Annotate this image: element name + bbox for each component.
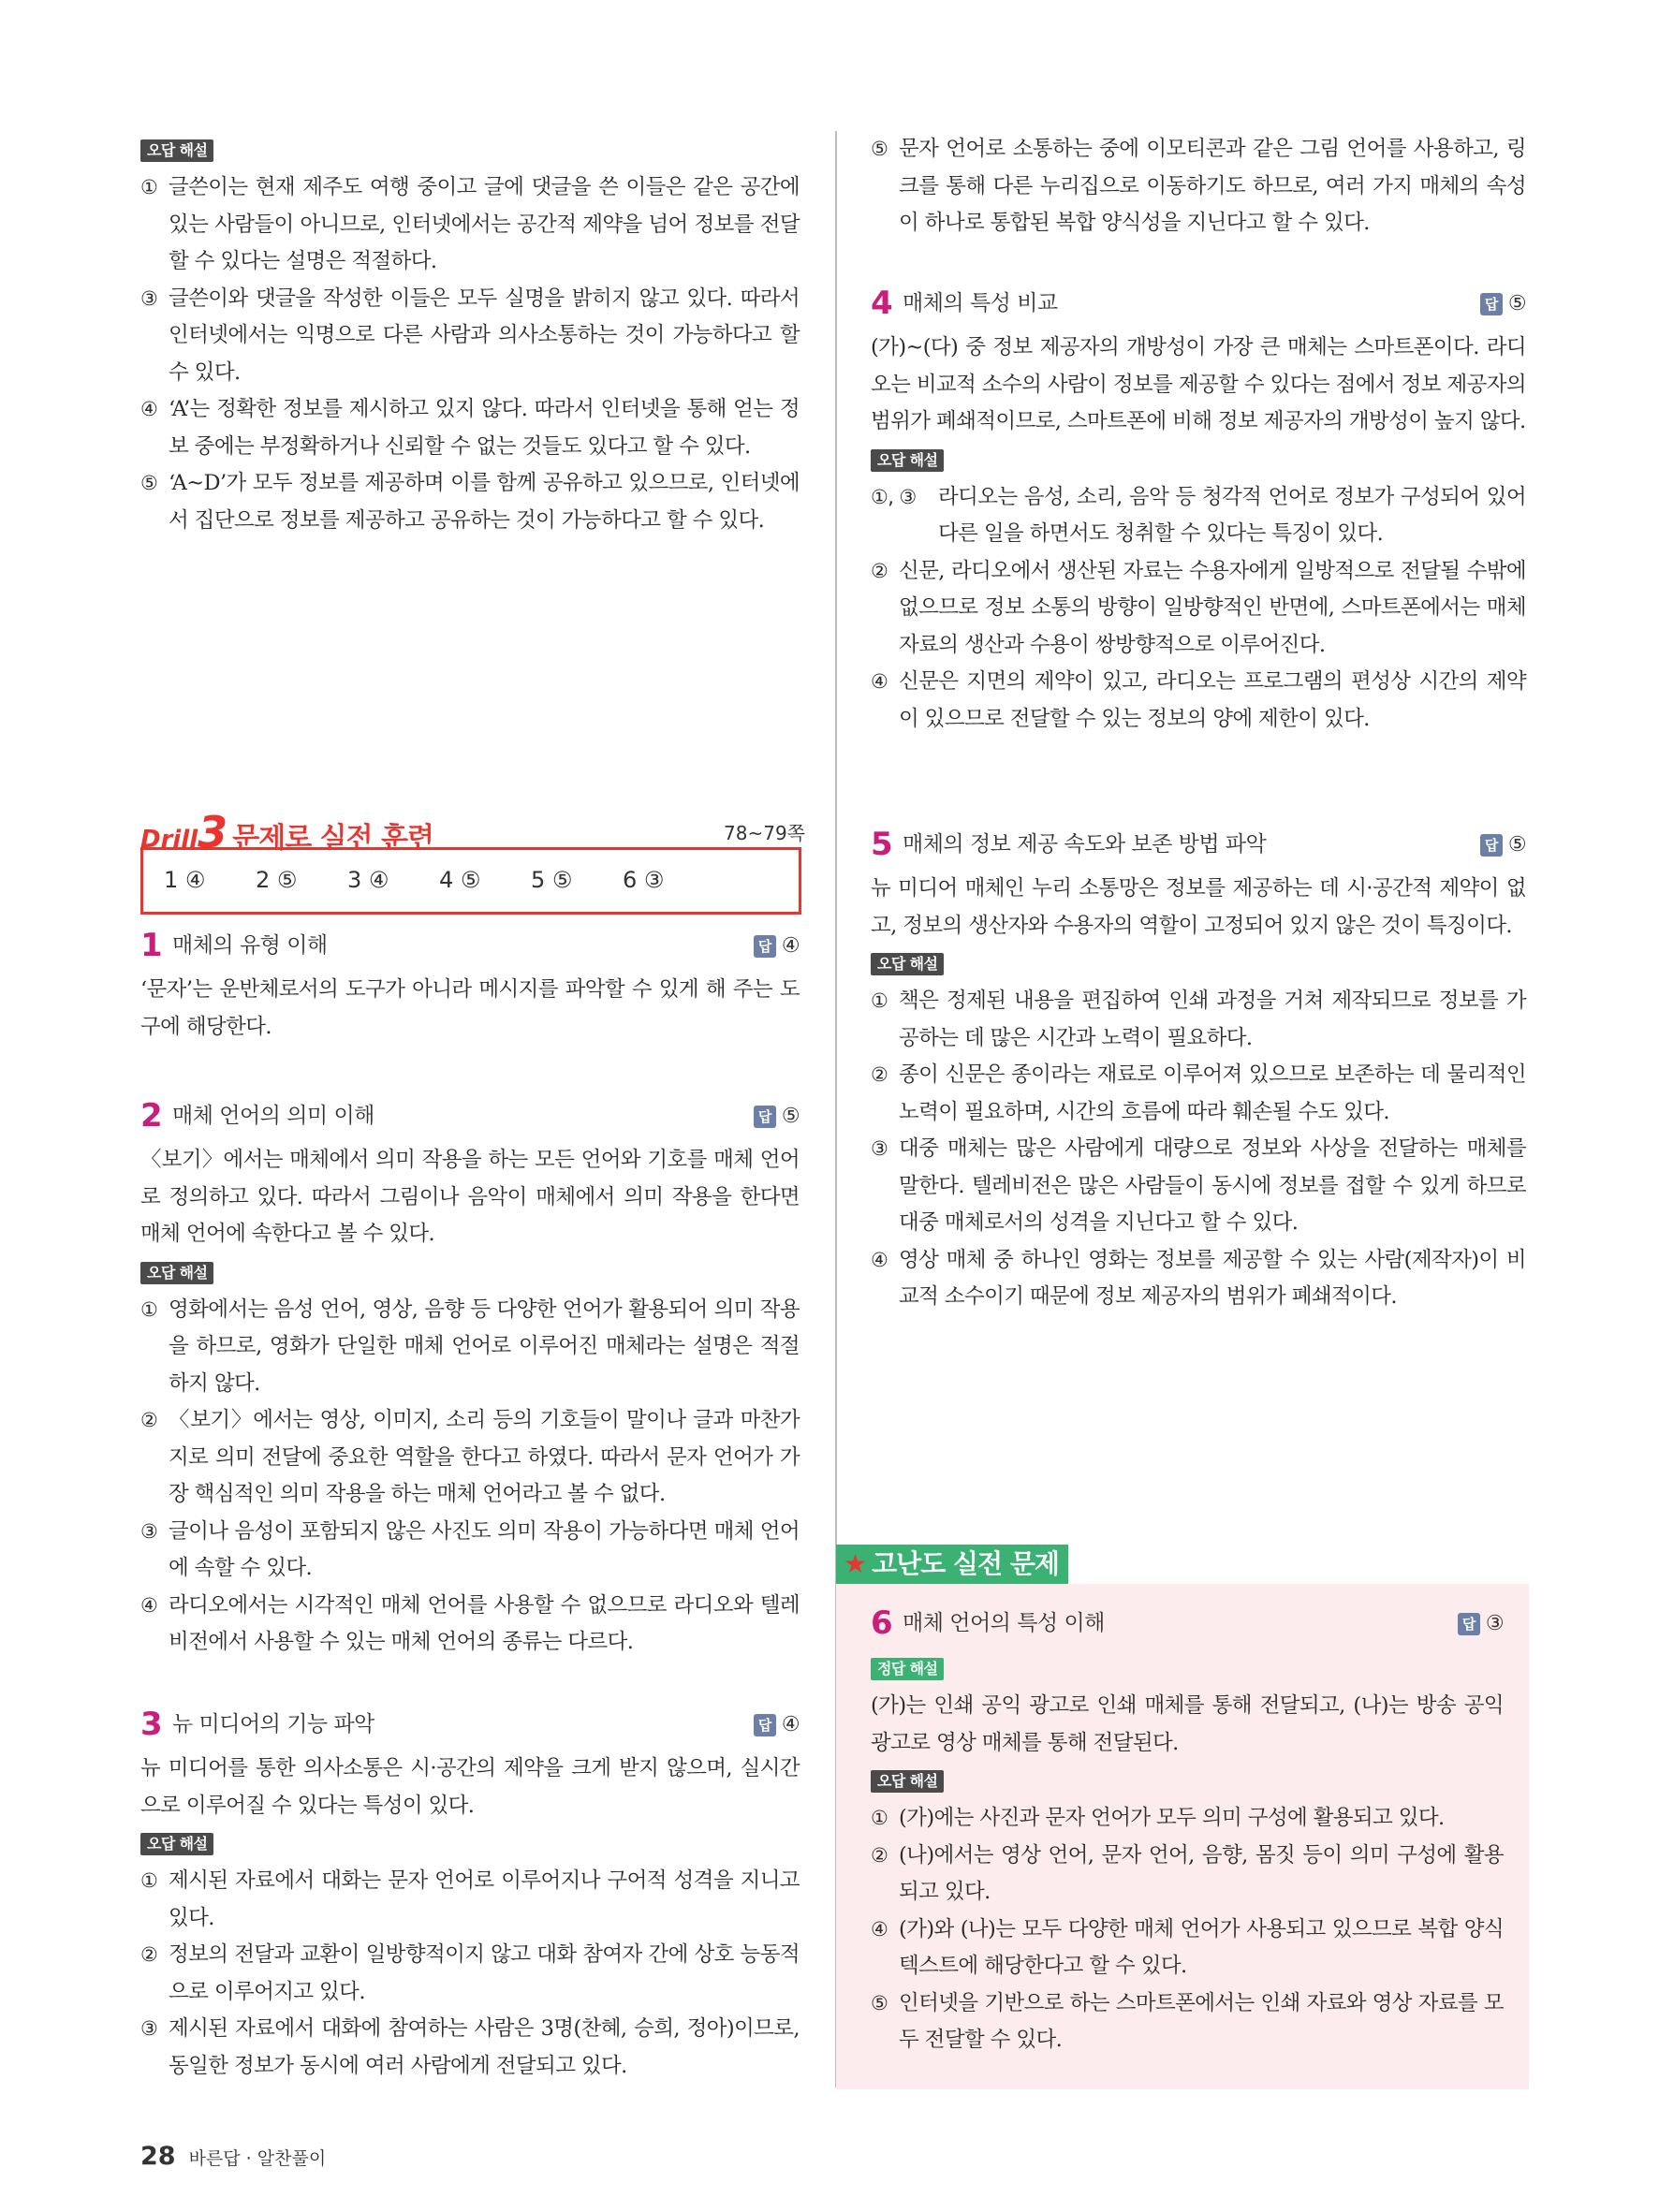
question-answer	[754, 1098, 800, 1135]
item-number: ⑤	[871, 1991, 888, 2014]
answer-value: ③	[1485, 1612, 1504, 1636]
list-item	[140, 1863, 800, 1937]
item-text: 글쓴이와 댓글을 작성한 이들은 모두 실명을 밝히지 않고 있다. 따라서 인터넷에서는 익명으로 다른 사람과 의사소통하는 것이 가능하다고 할 수 있다.	[169, 286, 800, 385]
answer-badge: 답	[1480, 293, 1503, 315]
list-item	[140, 1588, 800, 1662]
question-answer	[1458, 1605, 1504, 1643]
item-text: 책은 정제된 내용을 편집하여 인쇄 과정을 거쳐 제작되므로 정보를 가공하는 데 많은 시간과 노력이 필요하다.	[899, 989, 1526, 1050]
answer-value: ④	[781, 934, 800, 959]
item-number: ②	[871, 1063, 888, 1086]
item-text: 정보의 전달과 교환이 일방향적이지 않고 대화 참여자 간에 상호 능동적으로 이루어지고 있다.	[169, 1942, 800, 2004]
item-number: ③	[140, 286, 158, 310]
item-number: ④	[140, 1593, 158, 1617]
list-item	[140, 281, 800, 392]
item-number: ②	[871, 1843, 888, 1867]
item-text: 영화에서는 음성 언어, 영상, 음향 등 다양한 언어가 활용되어 의미 작용을 하므로, 영화가 단일한 매체 언어로 이루어진 매체라는 설명은 적절하지 않다.	[169, 1296, 800, 1396]
item-text: 문자 언어로 소통하는 중에 이모티콘과 같은 그림 언어를 사용하고, 링크를 통해 다른 누리집으로 이동하기도 하므로, 여러 가지 매체의 속성이 하나로 통합된 복합 양식성을 지닌다고 할 수 있다.	[899, 137, 1526, 235]
banner-text: 고난도 실전 문제	[872, 1548, 1059, 1579]
page-footer	[140, 2142, 326, 2171]
item-number: ①, ③	[871, 485, 917, 508]
list-item	[140, 2011, 800, 2085]
item-text: 글쓴이는 현재 제주도 여행 중이고 글에 댓글을 쓴 이들은 같은 공간에 있는 사람들이 아니므로, 인터넷에서는 공간적 제약을 넘어 정보를 전달할 수 있다는 설명은 적절하다.	[169, 175, 800, 273]
question-2	[140, 1095, 800, 1662]
wrong-explanation-label: 오답 해설	[140, 1262, 213, 1284]
question-header	[871, 283, 1526, 326]
answer-badge: 답	[754, 935, 776, 958]
question-header	[871, 1603, 1504, 1646]
question-answer	[1480, 286, 1526, 323]
list-item	[871, 1838, 1504, 1912]
question-header	[140, 1704, 800, 1747]
question-number: 1	[140, 927, 163, 965]
question-header	[871, 824, 1526, 867]
item-number: ④	[871, 1917, 888, 1941]
item-number: ②	[140, 1409, 158, 1431]
item-text: 신문, 라디오에서 생산된 자료는 수용자에게 일방적으로 전달될 수밖에 없으므로 정보 소통의 방향이 일방향적인 반면에, 스마트폰에서는 매체 자료의 생산과 수용이 쌍방향적으로 이루어진다.	[899, 558, 1526, 657]
question-5	[871, 824, 1526, 1316]
star-icon: ★	[844, 1548, 867, 1579]
drill-answer: 1 ④	[164, 867, 206, 893]
item-text: 종이 신문은 종이라는 재료로 이루어져 있으므로 보존하는 데 물리적인 노력이 필요하며, 시간의 흐름에 따라 훼손될 수도 있다.	[899, 1062, 1526, 1124]
question-3	[140, 1704, 800, 2085]
item-number: ③	[140, 1519, 158, 1543]
list-item	[140, 1937, 800, 2011]
list-item	[140, 1292, 800, 1403]
drill-answer: 6 ③	[623, 867, 665, 893]
answer-value: ⑤	[781, 1105, 800, 1129]
question-answer	[754, 1707, 800, 1744]
list-item	[871, 1057, 1526, 1131]
question-number: 2	[140, 1097, 163, 1135]
list-item	[871, 1912, 1504, 1985]
drill-answer-box	[140, 847, 801, 915]
question-answer	[754, 928, 800, 965]
wrong-explanation-label: 오답 해설	[140, 139, 213, 162]
item-text: 〈보기〉에서는 영상, 이미지, 소리 등의 기호들이 말이나 글과 마찬가지로 의미 전달에 중요한 역할을 한다고 하였다. 따라서 문자 언어가 가장 핵심적인 의미 작용을 하는 매체 언어라고 볼 수 없다.	[169, 1408, 800, 1506]
item-text: ‘A’는 정확한 정보를 제시하고 있지 않다. 따라서 인터넷을 통해 얻는 정보 중에는 부정확하거나 신뢰할 수 없는 것들도 있다고 할 수 있다.	[169, 397, 800, 459]
drill-pages: 78~79쪽	[724, 822, 805, 844]
item-text: (가)에는 사진과 문자 언어가 모두 의미 구성에 활용되고 있다.	[899, 1806, 1445, 1830]
question-header	[140, 1095, 800, 1138]
item-number: ④	[871, 670, 888, 693]
question-body: 〈보기〉에서는 매체에서 의미 작용을 하는 모든 언어와 기호를 매체 언어로 정의하고 있다. 따라서 그림이나 음악이 매체에서 의미 작용을 한다면 매체 언어에 속한다고 볼 수 있다.	[140, 1148, 800, 1246]
question-title: 매체 언어의 의미 이해	[172, 1104, 374, 1129]
question-title: 매체의 유형 이해	[172, 933, 328, 959]
answer-value: ⑤	[1507, 833, 1526, 857]
item-text: 인터넷을 기반으로 하는 스마트폰에서는 인쇄 자료와 영상 자료를 모두 전달할 수 있다.	[899, 1990, 1504, 2052]
list-item	[871, 1131, 1526, 1242]
answer-value: ④	[781, 1713, 800, 1737]
item-number: ④	[140, 398, 158, 420]
item-number: ①	[140, 1297, 158, 1321]
item-number: ⑤	[140, 472, 158, 494]
list-item	[871, 664, 1526, 738]
drill-logo-number: 3	[198, 807, 228, 857]
question-1	[140, 925, 800, 1046]
wrong-explanation-label: 오답 해설	[140, 1833, 213, 1855]
question-body: ‘문자’는 운반체로서의 도구가 아니라 메시지를 파악할 수 있게 해 주는 도구에 해당한다.	[140, 977, 800, 1039]
item-number: ⑤	[871, 138, 888, 160]
correct-explanation-label: 정답 해설	[871, 1658, 944, 1680]
item-text: 제시된 자료에서 대화는 문자 언어로 이루어지나 구어적 성격을 지니고 있다.	[169, 1868, 800, 1930]
item-number: ④	[871, 1248, 888, 1271]
list-item	[871, 983, 1526, 1057]
item-number: ②	[140, 1943, 158, 1966]
list-item	[140, 1514, 800, 1588]
item-text: 라디오에서는 시각적인 매체 언어를 사용할 수 없으므로 라디오와 텔레비전에서 사용할 수 있는 매체 언어의 종류는 다르다.	[169, 1592, 800, 1654]
item-text: 글이나 음성이 포함되지 않은 사진도 의미 작용이 가능하다면 매체 언어에 속할 수 있다.	[169, 1518, 800, 1580]
question-number: 3	[140, 1706, 163, 1744]
item-number: ②	[871, 559, 888, 582]
item-number: ③	[871, 1137, 888, 1160]
list-item	[140, 169, 800, 281]
answer-badge: 답	[754, 1106, 776, 1128]
page-number: 28	[140, 2142, 176, 2171]
answer-badge: 답	[754, 1714, 776, 1736]
book-title: 바른답 · 알찬풀이	[188, 2148, 327, 2169]
left-top-block	[140, 131, 800, 539]
answer-badge: 답	[1458, 1613, 1480, 1635]
wrong-explanation-label: 오답 해설	[871, 1770, 944, 1793]
list-item	[871, 553, 1526, 665]
question-body: 뉴 미디어를 통한 의사소통은 시·공간의 제약을 크게 받지 않으며, 실시간으로 이루어질 수 있다는 특성이 있다.	[140, 1756, 800, 1818]
item-number: ③	[140, 2017, 158, 2040]
question-answer	[1480, 827, 1526, 864]
drill-answer: 3 ④	[347, 867, 389, 893]
wrong-explanation-label: 오답 해설	[871, 953, 944, 975]
drill-answer: 2 ⑤	[256, 867, 298, 893]
question-body: (가)~(다) 중 정보 제공자의 개방성이 가장 큰 매체는 스마트폰이다. 라디오는 비교적 소수의 사람이 정보를 제공할 수 있다는 점에서 정보 제공자의 범위가 폐쇄적이므로, 스마트폰에 비해 정보 제공자의 개방성이 높지 않다.	[871, 335, 1526, 433]
question-title: 매체의 특성 비교	[903, 291, 1058, 316]
question-body: 뉴 미디어 매체인 누리 소통망은 정보를 제공하는 데 시·공간적 제약이 없고, 정보의 생산자와 수용자의 역할이 고정되어 있지 않은 것이 특징이다.	[871, 876, 1526, 938]
question-title: 매체의 정보 제공 속도와 보존 방법 파악	[903, 832, 1267, 857]
question-body: (가)는 인쇄 공익 광고로 인쇄 매체를 통해 전달되고, (나)는 방송 공익 광고로 영상 매체를 통해 전달된다.	[871, 1693, 1504, 1755]
list-item	[871, 1242, 1526, 1316]
item-text: 대중 매체는 많은 사람에게 대량으로 정보와 사상을 전달하는 매체를 말한다. 텔레비전은 많은 사람들이 동시에 정보를 접할 수 있게 하므로 대중 매체로서의 성격을 지닌다고 할 수 있다.	[899, 1136, 1526, 1235]
question-number: 6	[871, 1604, 893, 1643]
question-title: 매체 언어의 특성 이해	[903, 1611, 1105, 1636]
drill-answer: 4 ⑤	[439, 867, 481, 893]
list-item	[871, 479, 1526, 553]
right-top-block	[871, 131, 1526, 242]
item-text: (나)에서는 영상 언어, 문자 언어, 음향, 몸짓 등이 의미 구성에 활용되고 있다.	[899, 1842, 1504, 1904]
list-item	[140, 465, 800, 539]
drill-logo-text: 문제로 실전 훈련	[232, 822, 433, 855]
item-text: (가)와 (나)는 모두 다양한 매체 언어가 사용되고 있으므로 복합 양식 텍스트에 해당한다고 할 수 있다.	[899, 1916, 1504, 1978]
drill-answer: 5 ⑤	[531, 867, 573, 893]
item-number: ①	[871, 989, 888, 1012]
answer-badge: 답	[1480, 834, 1503, 857]
question-6	[871, 1603, 1504, 2059]
answer-value: ⑤	[1507, 292, 1526, 316]
drill-answer-row	[164, 867, 714, 893]
question-number: 4	[871, 285, 893, 323]
item-text: 신문은 지면의 제약이 있고, 라디오는 프로그램의 편성상 시간의 제약이 있으므로 전달할 수 있는 정보의 양에 제한이 있다.	[899, 669, 1526, 731]
item-text: 영상 매체 중 하나인 영화는 정보를 제공할 수 있는 사람(제작자)이 비교적 소수이기 때문에 정보 제공자의 범위가 폐쇄적이다.	[899, 1247, 1526, 1309]
drill-logo-prefix: Drill	[140, 826, 198, 854]
question-header	[140, 925, 800, 968]
wrong-explanation-label: 오답 해설	[871, 449, 944, 472]
item-number: ①	[140, 176, 158, 198]
list-item	[871, 1800, 1504, 1838]
item-number: ①	[140, 1869, 158, 1892]
list-item	[140, 391, 800, 465]
item-text: 제시된 자료에서 대화에 참여하는 사람은 3명(찬혜, 승희, 정아)이므로, 동일한 정보가 동시에 여러 사람에게 전달되고 있다.	[169, 2016, 800, 2078]
item-text: 라디오는 음성, 소리, 음악 등 청각적 언어로 정보가 구성되어 있어 다른 일을 하면서도 청취할 수 있다는 특징이 있다.	[938, 484, 1526, 546]
item-number: ①	[871, 1807, 888, 1829]
question-number: 5	[871, 826, 893, 864]
list-item	[871, 1985, 1504, 2059]
hard-problem-banner	[836, 1545, 1068, 1584]
question-4	[871, 283, 1526, 738]
list-item	[140, 1402, 800, 1514]
item-text: ‘A~D’가 모두 정보를 제공하며 이를 함께 공유하고 있으므로, 인터넷에서 집단으로 정보를 제공하고 공유하는 것이 가능하다고 할 수 있다.	[169, 471, 800, 533]
list-item	[871, 131, 1526, 242]
question-title: 뉴 미디어의 기능 파악	[172, 1712, 374, 1737]
